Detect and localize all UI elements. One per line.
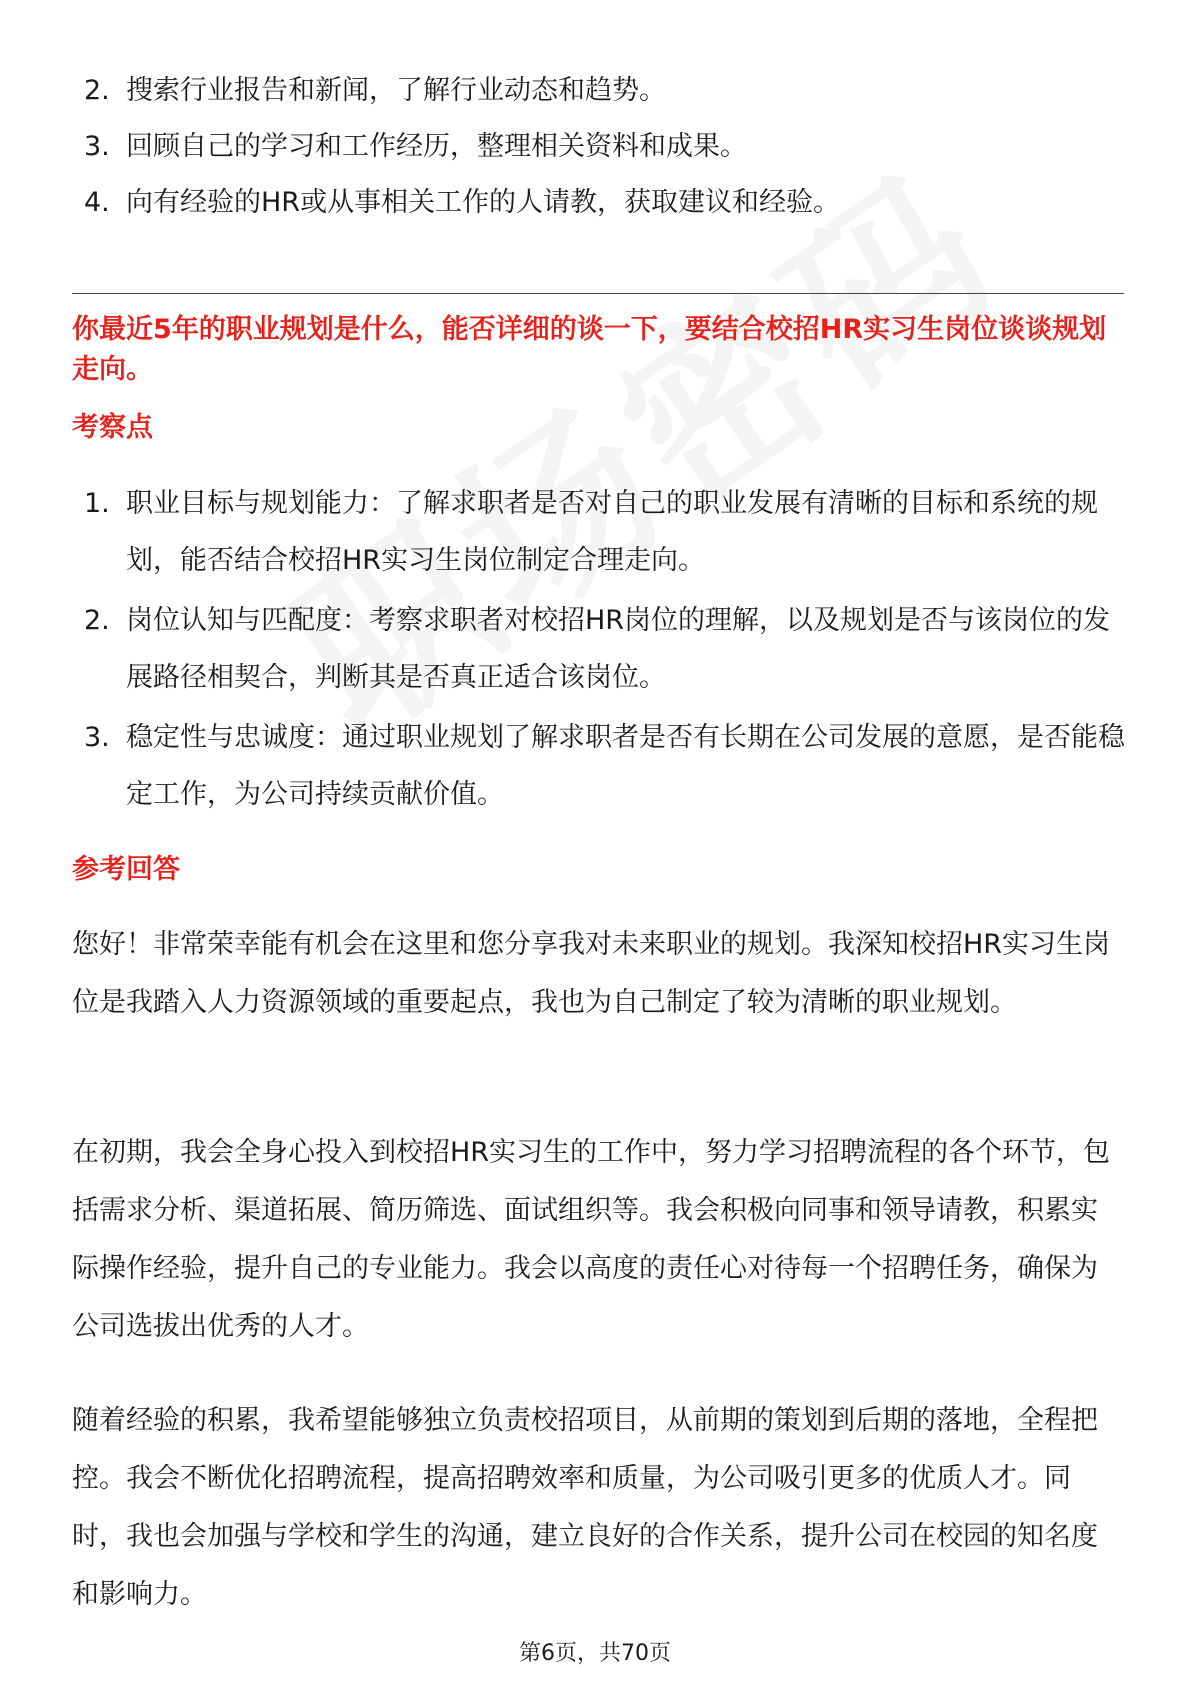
list-text: 搜索行业报告和新闻，了解行业动态和趋势。 bbox=[126, 75, 666, 106]
list-number: 3. bbox=[84, 131, 110, 162]
answer-paragraph: 在初期，我会全身心投入到校招HR实习生的工作中，努力学习招聘流程的各个环节，包括需求分析、渠道拓展、简历筛选、面试组织等。我会积极向同事和领导请教，积累实际操作经验，提升自己的专业能力。我会以高度的责任心对待每一个招聘任务，确保为公司选拔出优秀的人才。 bbox=[72, 1137, 1111, 1342]
section-title-answer: 参考回答 bbox=[72, 854, 180, 885]
list-number: 2. bbox=[84, 605, 110, 636]
list-number: 3. bbox=[84, 722, 110, 753]
answer-paragraph: 随着经验的积累，我希望能够独立负责校招项目，从前期的策划到后期的落地，全程把控。我会不断优化招聘流程，提高招聘效率和质量，为公司吸引更多的优质人才。同时，我也会加强与学校和学生的沟通，建立良好的合作关系，提升公司在校园的知名度和影响力。 bbox=[72, 1405, 1098, 1610]
section-title-kaochadian: 考察点 bbox=[72, 412, 153, 443]
question-heading: 你最近5年的职业规划是什么，能否详细的谈一下，要结合校招HR实习生岗位谈谈规划走向。 bbox=[72, 314, 1107, 385]
list-text: 稳定性与忠诚度：通过职业规划了解求职者是否有长期在公司发展的意愿，是否能稳定工作，为公司持续贡献价值。 bbox=[126, 722, 1125, 810]
answer-paragraph: 您好！非常荣幸能有机会在这里和您分享我对未来职业的规划。我深知校招HR实习生岗位是我踏入人力资源领域的重要起点，我也为自己制定了较为清晰的职业规划。 bbox=[72, 929, 1111, 1018]
list-text: 职业目标与规划能力：了解求职者是否对自己的职业发展有清晰的目标和系统的规划，能否结合校招HR实习生岗位制定合理走向。 bbox=[126, 488, 1098, 576]
page-footer: 第6页，共70页 bbox=[519, 1641, 671, 1666]
list-text: 向有经验的HR或从事相关工作的人请教，获取建议和经验。 bbox=[126, 187, 841, 218]
list-number: 1. bbox=[84, 488, 110, 519]
list-text: 回顾自己的学习和工作经历，整理相关资料和成果。 bbox=[126, 131, 747, 162]
section-divider bbox=[72, 293, 1124, 294]
list-number: 2. bbox=[84, 75, 110, 106]
list-text: 岗位认知与匹配度：考察求职者对校招HR岗位的理解，以及规划是否与该岗位的发展路径相契合，判断其是否真正适合该岗位。 bbox=[126, 605, 1111, 693]
list-number: 4. bbox=[84, 187, 110, 218]
